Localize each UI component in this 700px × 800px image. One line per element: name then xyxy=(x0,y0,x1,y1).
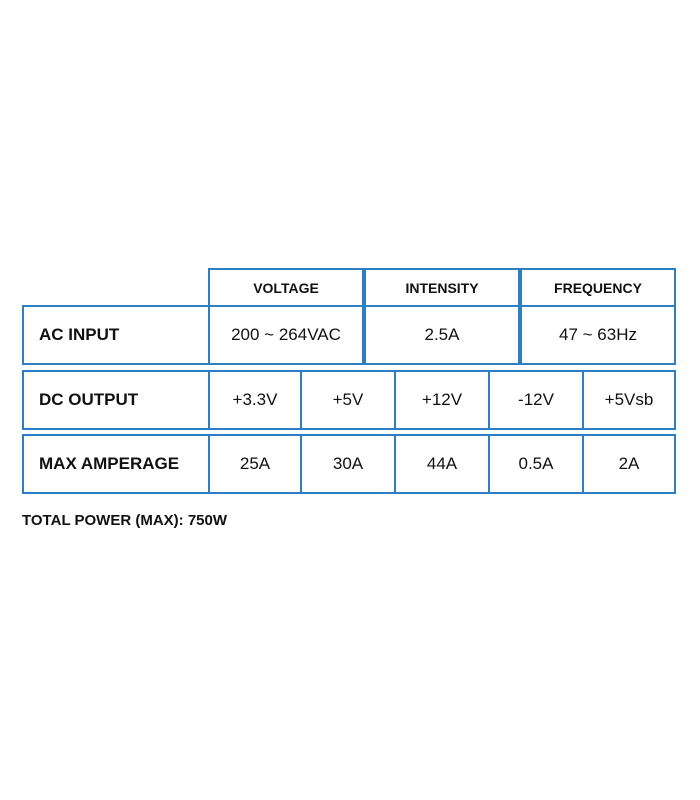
header-frequency: FREQUENCY xyxy=(520,268,676,307)
max-amperage-value: 0.5A xyxy=(488,434,584,494)
dc-output-rail: -12V xyxy=(488,370,584,430)
header-intensity: INTENSITY xyxy=(364,268,520,307)
max-amperage-value: 25A xyxy=(208,434,302,494)
max-amperage-value: 2A xyxy=(582,434,676,494)
dc-output-rail: +3.3V xyxy=(208,370,302,430)
max-amperage-label: MAX AMPERAGE xyxy=(22,434,210,494)
max-amperage-value: 44A xyxy=(394,434,490,494)
ac-input-voltage: 200 ~ 264VAC xyxy=(208,305,364,365)
ac-input-label: AC INPUT xyxy=(22,305,210,365)
dc-output-rail: +12V xyxy=(394,370,490,430)
total-power-note: TOTAL POWER (MAX): 750W xyxy=(22,512,228,529)
max-amperage-value: 30A xyxy=(300,434,396,494)
ac-input-frequency: 47 ~ 63Hz xyxy=(520,305,676,365)
header-voltage: VOLTAGE xyxy=(208,268,364,307)
ac-input-intensity: 2.5A xyxy=(364,305,520,365)
dc-output-rail: +5V xyxy=(300,370,396,430)
dc-output-rail: +5Vsb xyxy=(582,370,676,430)
dc-output-label: DC OUTPUT xyxy=(22,370,210,430)
